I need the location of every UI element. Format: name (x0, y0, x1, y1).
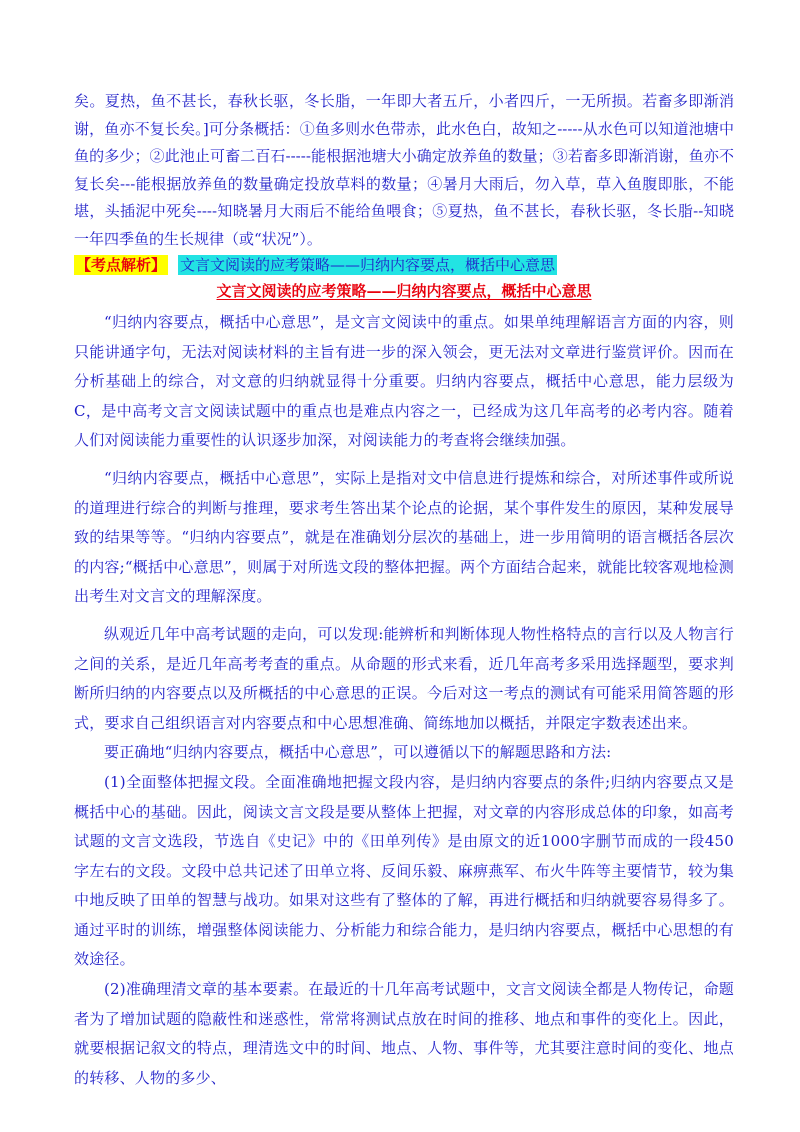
exam-point-label: 【考点解析】 (76, 256, 167, 274)
intro-block (74, 88, 734, 253)
document-page (74, 88, 734, 1093)
body-paragraph-5: (1)全面整体把握文段。全面准确地把握文段内容，是归纳内容要点的条件;归纳内容要点又是概括中心的基础。因此，阅读文言文段是要从整体上把握，对文章的内容形成总体的印象，如高考试题的文言文选段，节选自《史记》中的《田单列传》是由原文的近1000字删节而成的一段450字左右的文段。文段中总共记述了田单立将、反间乐毅、麻痹燕军、布火牛阵等主要情节，较为集中地反映了田单的智慧与战功。如果对这些有了整体的了解，再进行概括和归纳就要容易得多了。通过平时的训练，增强整体阅读能力、分析能力和综合能力，是归纳内容要点，概括中心思想的有效途径。 (74, 772, 734, 969)
intro-paragraph: 矣。夏热，鱼不甚长，春秋长驱，冬长脂，一年即大者五斤，小者四斤，一无所损。若畜多即渐消谢，鱼亦不复长矣。]可分条概括：①鱼多则水色带赤，此水色白，故知之-----从水色可以知道池塘中鱼的多少；②此池止可畜二百石-----能根据池塘大小确定放养鱼的数量；③若畜多即渐消谢，鱼亦不复长矣---能根据放养鱼的数量确定投放草料的数量；④暑月大雨后，勿入草，草入鱼腹即胀，不能堪，头插泥中死矣----知晓暑月大雨后不能给鱼喂食；⑤夏热，鱼不甚长，春秋长驱，冬长脂--知晓一年四季鱼的生长规律（或“状况”）。 (74, 92, 734, 248)
section-title: 文言文阅读的应考策略——归纳内容要点，概括中心意思 (216, 282, 592, 300)
body-paragraph-2: “归纳内容要点，概括中心意思”，实际上是指对文中信息进行提炼和综合，对所述事件或所说的道理进行综合的判断与推理，要求考生答出某个论点的论据，某个事件发生的原因，某种发展导致的结果等等。“归纳内容要点”，就是在准确划分层次的基础上，进一步用简明的语言概括各层次的内容;“概括中心意思”，则属于对所选文段的整体把握。两个方面结合起来，就能比较客观地检测出考生对文言文的理解深度。 (74, 468, 734, 606)
body-paragraph-1: “归纳内容要点，概括中心意思”，是文言文阅读中的重点。如果单纯理解语言方面的内容，则只能讲通字句，无法对阅读材料的主旨有进一步的深入领会，更无法对文章进行鉴赏评价。因而在分析基础上的综合，对文意的归纳就显得十分重要。归纳内容要点，概括中心意思，能力层级为C，是中高考文言文阅读试题中的重点也是难点内容之一，已经成为这几年高考的必考内容。随着人们对阅读能力重要性的认识逐步加深，对阅读能力的考查将会继续加强。 (74, 313, 734, 450)
body-paragraph-4: 要正确地“归纳内容要点，概括中心意思”，可以遵循以下的解题思路和方法: (104, 743, 612, 762)
exam-point-topic: 文言文阅读的应考策略——归纳内容要点，概括中心意思 (180, 256, 556, 274)
body-paragraph-6: (2)准确理清文章的基本要素。在最近的十几年高考试题中，文言文阅读全都是人物传记，命题者为了增加试题的隐蔽性和迷惑性，常常将测试点放在时间的推移、地点和事件的变化上。因此，就要根据记叙文的特点，理清选文中的时间、地点、人物、事件等，尤其要注意时间的变化、地点的转移、人物的多少、 (74, 980, 734, 1087)
exam-point-tag-line (74, 254, 734, 276)
body-paragraph-3: 纵观近几年中高考试题的走向，可以发现:能辨析和判断体现人物性格特点的言行以及人物言行之间的关系，是近几年高考考查的重点。从命题的形式来看，近几年高考多采用选择题型，要求判断所归纳的内容要点以及所概括的中心意思的正误。今后对这一考点的测试有可能采用简答题的形式，要求自己组织语言对内容要点和中心思想准确、简练地加以概括，并限定字数表述出来。 (74, 624, 734, 732)
